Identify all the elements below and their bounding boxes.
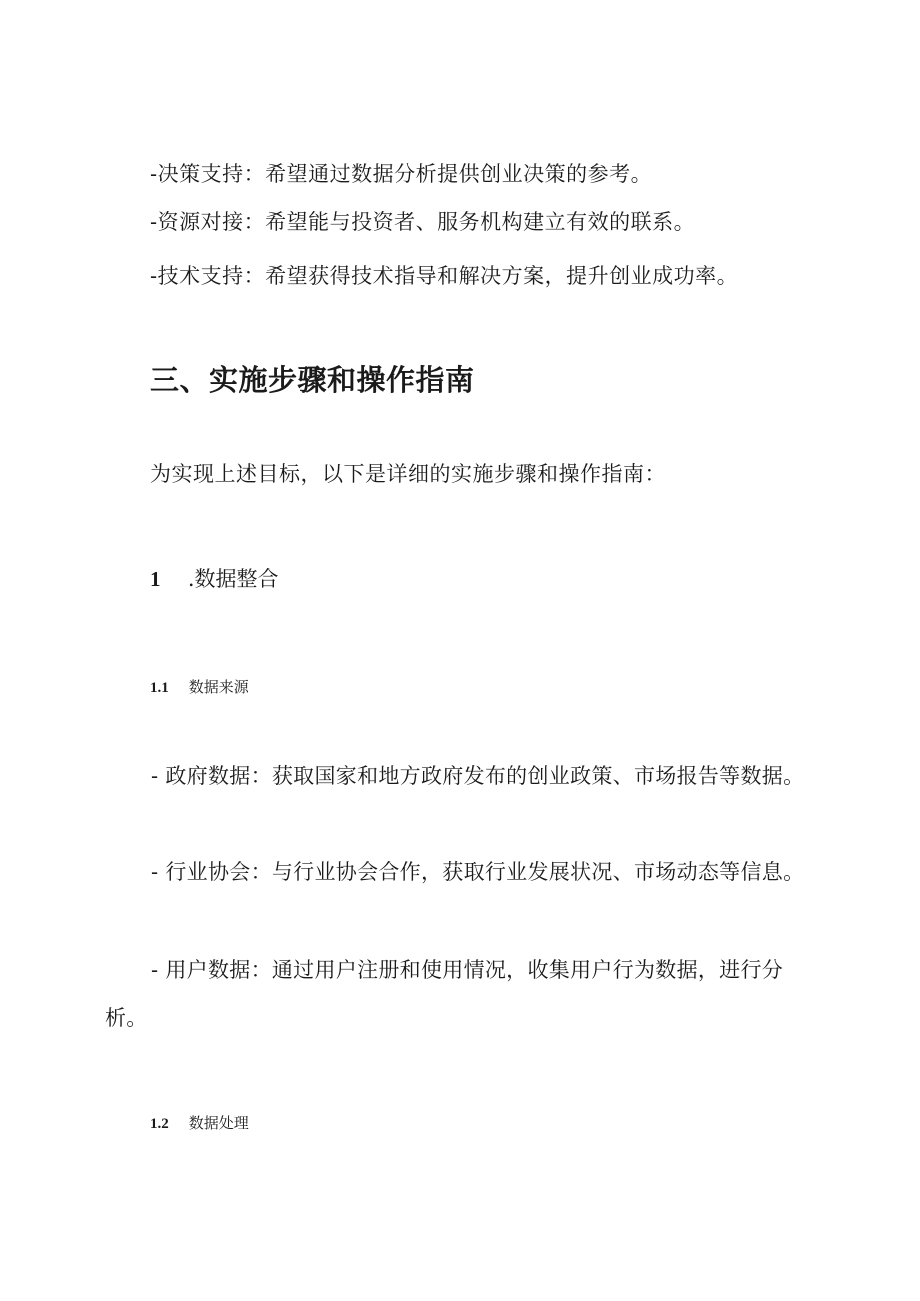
subsubsection-title-2: 数据处理 [188,1114,249,1132]
intro-paragraph: 为实现上述目标，以下是详细的实施步骤和操作指南： [150,462,666,486]
subsubsection-title-1: 数据来源 [188,678,249,696]
subsection-title: .数据整合 [187,567,279,591]
source-item-government: - 政府数据：获取国家和地方政府发布的创业政策、市场报告等数据。 [151,764,805,788]
subsection-number: 1 [150,567,161,591]
bullet-decision-support: -决策支持：希望通过数据分析提供创业决策的参考。 [150,162,653,186]
source-item-user: - 用户数据：通过用户注册和使用情况，收集用户行为数据，进行分析。 [105,958,784,1030]
subsubsection-heading-2 [150,1113,249,1134]
section-heading: 三、实施步骤和操作指南 [150,363,475,397]
subsubsection-number-2: 1.2 [150,1116,169,1132]
subsection-heading [150,565,279,593]
source-item-industry: - 行业协会：与行业协会合作，获取行业发展状况、市场动态等信息。 [151,860,805,884]
subsubsection-number-1: 1.1 [150,680,169,696]
bullet-technical-support: -技术支持：希望获得技术指导和解决方案，提升创业成功率。 [150,264,739,288]
bullet-resource-matching: -资源对接：希望能与投资者、服务机构建立有效的联系。 [150,210,696,234]
subsubsection-heading-1 [150,677,249,698]
